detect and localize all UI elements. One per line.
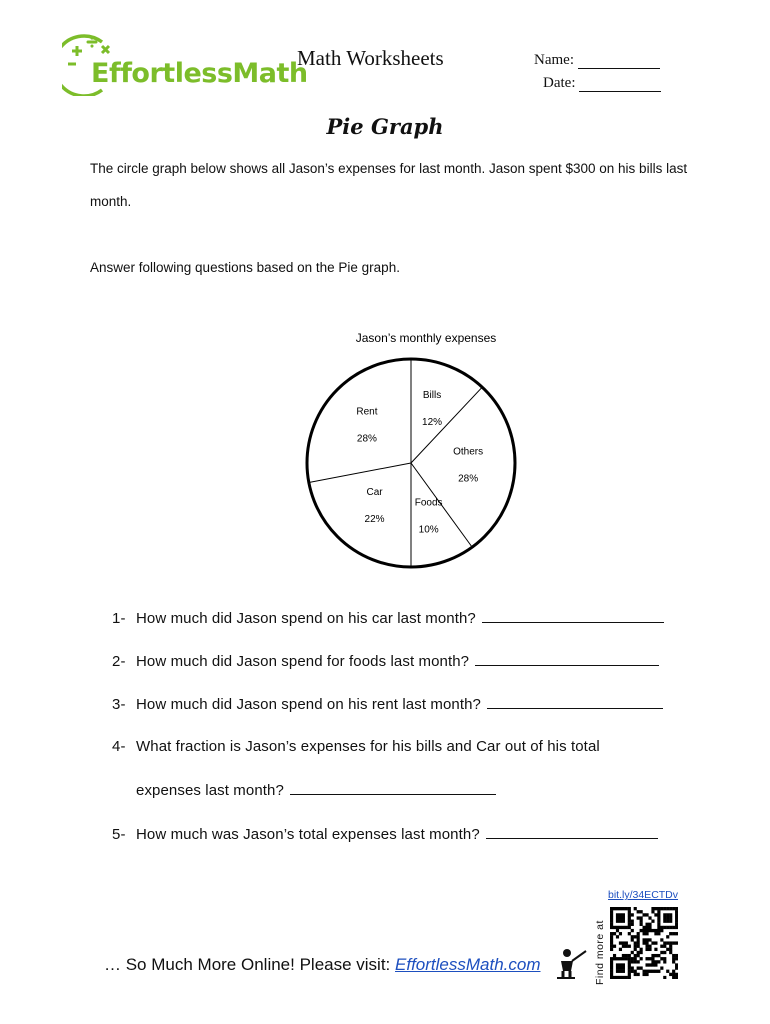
slice-name-foods: Foods [414,497,443,509]
slice-name-others: Others [453,446,484,458]
answer-blank-1[interactable] [482,609,664,623]
date-field [543,75,661,92]
slice-value-others: 28% [458,473,479,485]
question-number: 3- [112,696,126,713]
question-number: 1- [112,610,126,627]
worksheet-header-title: Math Worksheets [297,46,444,70]
find-more-text: Find more at [594,920,606,985]
instruction-text: Answer following questions based on the Pie graph. [90,260,400,275]
question-4 [112,738,600,755]
question-number: 4- [112,738,126,755]
answer-blank-3[interactable] [487,695,663,709]
logo-plus-icon [72,46,82,56]
chart-title: Jason’s monthly expenses [355,331,497,345]
slice-value-bills: 12% [422,416,443,428]
question-text: How much did Jason spend on his rent last month? [136,696,481,713]
intro-paragraph: The circle graph below shows all Jason’s expenses for last month. Jason spent $300 on his bills last month. [90,161,688,209]
answer-blank-5[interactable] [486,825,658,839]
footer-visit [104,955,541,975]
short-link[interactable]: bit.ly/34ECTDv [608,889,679,901]
pie-slices [307,359,515,567]
date-label: Date: [543,75,576,91]
question-text: How much was Jason’s total expenses last month? [136,826,480,843]
name-blank[interactable] [578,54,660,69]
slice-name-bills: Bills [422,389,442,401]
pie-chart [290,325,530,570]
footer-link[interactable]: EffortlessMath.com [395,955,541,974]
question-text: What fraction is Jason’s expenses for his bills and Car out of his total [136,738,600,755]
answer-blank-4[interactable] [290,781,496,795]
date-blank[interactable] [579,77,661,92]
slice-name-car: Car [366,487,383,499]
slice-name-rent: Rent [356,406,378,418]
question-4-continued [136,781,496,799]
qr-code[interactable] [610,907,678,979]
page-title: Pie Graph [326,114,444,139]
find-more-label [594,920,659,997]
name-field [534,52,660,69]
question-3 [112,695,663,713]
question-text: How much did Jason spend for foods last month? [136,653,470,670]
answer-blank-2[interactable] [475,652,659,666]
question-2 [112,652,659,670]
question-text: How much did Jason spend on his car last month? [136,610,476,627]
question-number: 5- [112,826,126,843]
name-label: Name: [534,52,574,68]
logo-times-icon [102,46,109,53]
footer-text: … So Much More Online! Please visit: [104,955,391,974]
question-text: expenses last month? [136,782,284,799]
teacher-pointing-icon [555,945,591,979]
question-1 [112,609,664,627]
slice-value-rent: 28% [356,433,377,445]
logo-text: EffortlessMath [91,58,308,89]
slice-value-car: 22% [364,514,385,526]
slice-value-foods: 10% [418,524,439,536]
question-5 [112,825,658,843]
question-number: 2- [112,653,126,670]
